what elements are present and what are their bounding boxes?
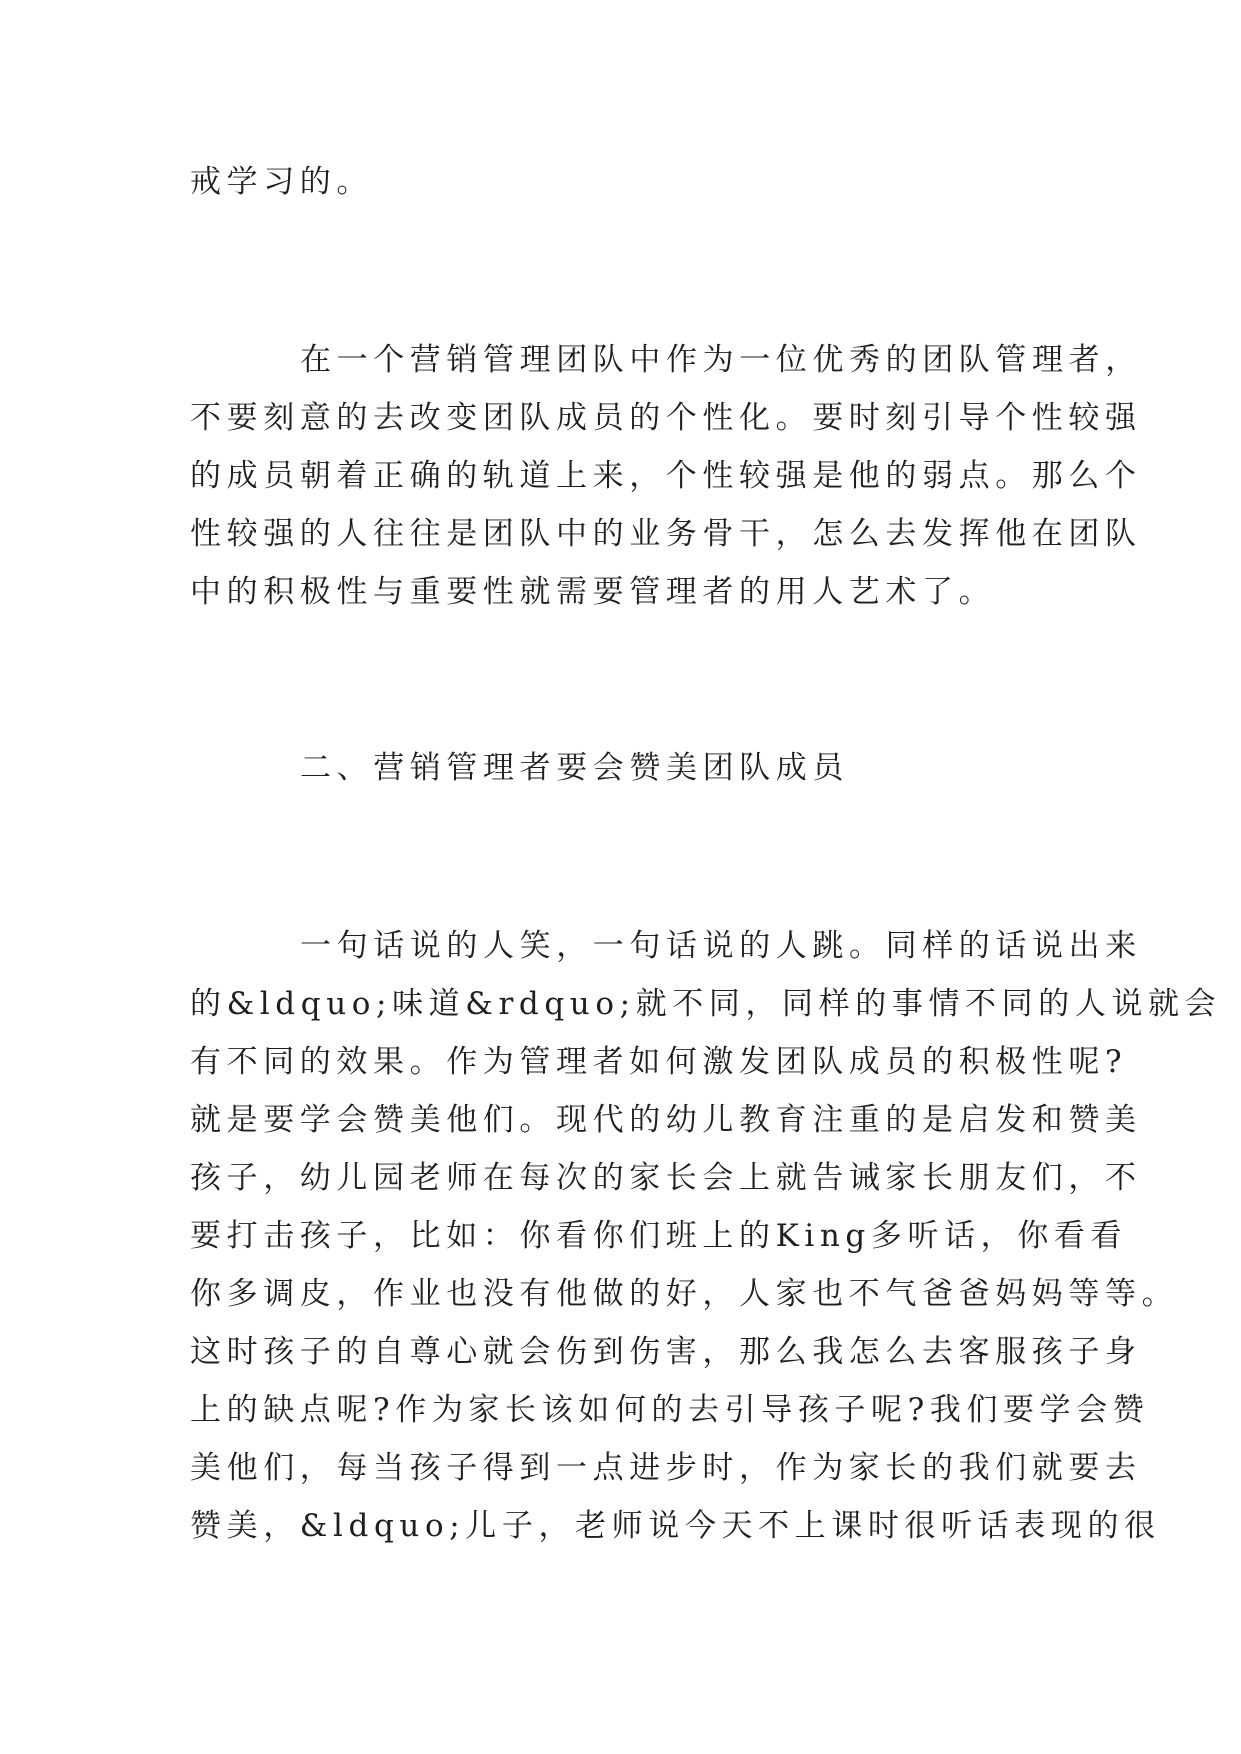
text-line: 的成员朝着正确的轨道上来，个性较强是他的弱点。那么个 [190, 458, 1142, 494]
text-line: 的&ldquo;味道&rdquo;就不同，同样的事情不同的人说就会 [190, 986, 1222, 1022]
paragraph-first-line: 在一个营销管理团队中作为一位优秀的团队管理者， [300, 342, 1142, 378]
text-line: 就是要学会赞美他们。现代的幼儿教育注重的是启发和赞美 [190, 1102, 1142, 1138]
text-line: 孩子，幼儿园老师在每次的家长会上就告诫家长朋友们，不 [190, 1160, 1142, 1196]
text-line: 有不同的效果。作为管理者如何激发团队成员的积极性呢? [190, 1044, 1128, 1080]
text-line: 美他们，每当孩子得到一点进步时，作为家长的我们就要去 [190, 1450, 1142, 1486]
text-line: 上的缺点呢?作为家长该如何的去引导孩子呢?我们要学会赞 [190, 1392, 1150, 1428]
text-line: 这时孩子的自尊心就会伤到伤害，那么我怎么去客服孩子身 [190, 1334, 1142, 1370]
text-line: 赞美，&ldquo;儿子，老师说今天不上课时很听话表现的很 [190, 1508, 1161, 1544]
text-line: 你多调皮，作业也没有他做的好，人家也不气爸爸妈妈等等。 [190, 1276, 1179, 1312]
text-line: 不要刻意的去改变团队成员的个性化。要时刻引导个性较强 [190, 400, 1142, 436]
text-line: 要打击孩子，比如：你看你们班上的King多听话，你看看 [190, 1218, 1128, 1254]
paragraph-first-line: 一句话说的人笑，一句话说的人跳。同样的话说出来 [300, 928, 1142, 964]
section-heading: 二、营销管理者要会赞美团队成员 [300, 750, 849, 786]
text-line: 中的积极性与重要性就需要管理者的用人艺术了。 [190, 574, 996, 610]
text-line: 戒学习的。 [190, 164, 373, 200]
text-line: 性较强的人往往是团队中的业务骨干，怎么去发挥他在团队 [190, 516, 1142, 552]
